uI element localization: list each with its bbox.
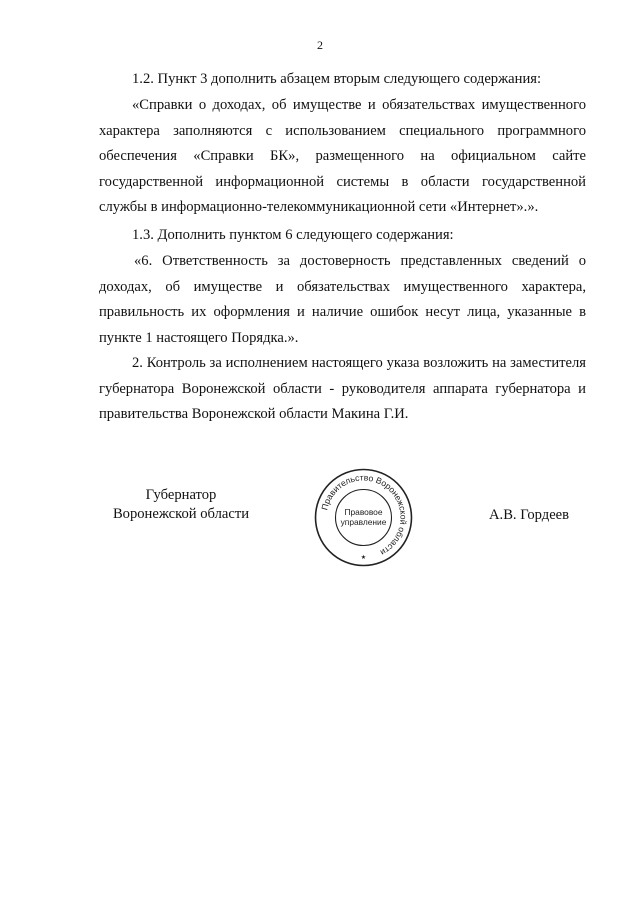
paragraph-item-2: 2. Контроль за исполнением настоящего указа возложить на заместителя губернатора Воронежской области - руководителя аппарата губернатора и правительства Воронежской области Макина Г.И. — [99, 355, 586, 423]
text-paragraph-1-3 — [99, 223, 586, 249]
text-paragraph-quote-1 — [99, 93, 586, 221]
seal-center-line2: управление — [340, 517, 387, 527]
signature-position-line2: Воронежской области — [112, 506, 250, 522]
paragraph-quote-certificates: «Справки о доходах, об имуществе и обязательствах имущественного характера заполняются с использованием специального программного обеспечения «Справки БК», размещенного на официальном сайте государственной информационной системы в области государственной службы в информационно-телекоммуникационной сети «Интернет».». — [99, 97, 586, 216]
signature-name: А.В. Гордеев — [489, 507, 570, 523]
signature-position-line1: Губернатор — [145, 487, 217, 503]
seal-ring-text: Правительство Воронежской области — [319, 472, 409, 558]
signature-position — [101, 486, 261, 524]
official-seal — [313, 467, 414, 568]
seal-center-line1: Правовое — [344, 507, 383, 517]
text-paragraph-1-2 — [99, 67, 586, 93]
seal-star-icon: ★ — [360, 554, 367, 561]
text-paragraph-quote-6 — [99, 249, 586, 351]
text-paragraph-2 — [99, 351, 586, 428]
paragraph-item-1-3: 1.3. Дополнить пунктом 6 следующего содержания: — [132, 227, 454, 243]
paragraph-quote-responsibility: «6. Ответственность за достоверность представленных сведений о доходах, об имуществе и обязательствах имущественного характера, правильность их оформления и наличие ошибок несут лица, указанные в пункте 1 настоящего Порядка.». — [99, 253, 586, 346]
page-number: 2 — [317, 38, 323, 52]
paragraph-item-1-2: 1.2. Пункт 3 дополнить абзацем вторым следующего содержания: — [132, 71, 542, 87]
